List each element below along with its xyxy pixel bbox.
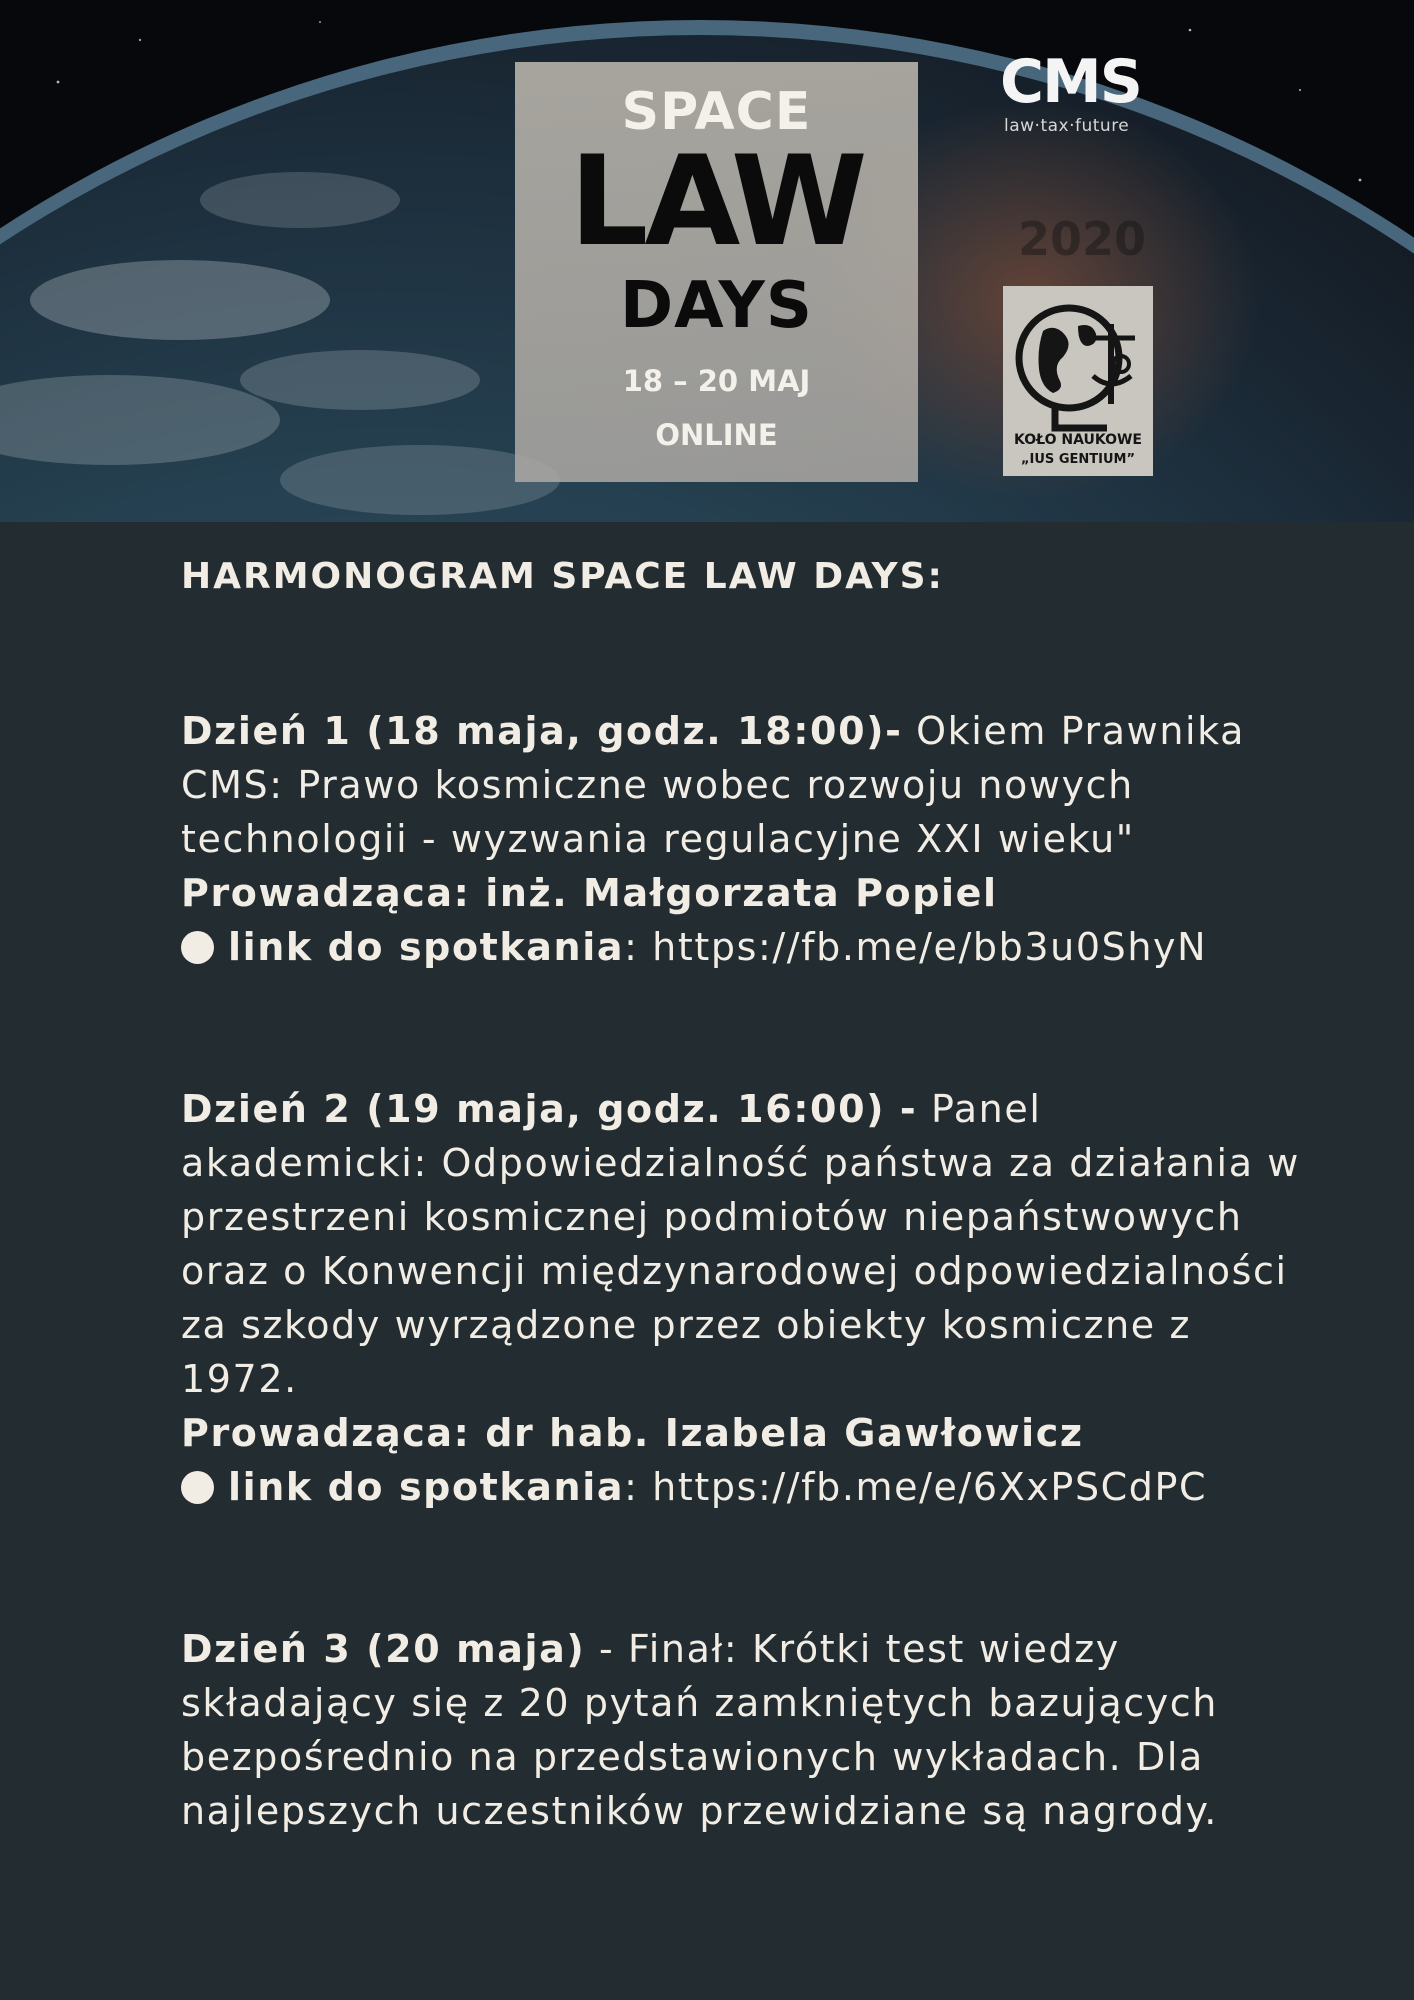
poster-law-word: LAW xyxy=(569,130,864,274)
day-2-description: Panel akademicki: Odpowiedzialność państwa za działania w przestrzeni kosmicznej podmiotów niepaństwowych oraz o Konwencji międzynarodowej odpowiedzialności za szkody wyrządzone przez obiekty kosmiczne z 1972. xyxy=(181,1087,1300,1401)
day-1-heading: Dzień 1 (18 maja, godz. 18:00)- xyxy=(181,709,903,753)
day-1-block xyxy=(181,704,1301,974)
schedule-section xyxy=(181,550,1301,1838)
club-logo-line1: KOŁO NAUKOWE xyxy=(1013,432,1142,448)
day-1-description: Okiem Prawnika CMS: Prawo kosmiczne wobec rozwoju nowych technologii - wyzwania regulacyjne XXI wieku" xyxy=(181,709,1245,861)
poster-space-word: SPACE xyxy=(621,82,812,142)
day-2-heading: Dzień 2 (19 maja, godz. 16:00) - xyxy=(181,1087,918,1131)
day-2-block xyxy=(181,1082,1301,1514)
poster-online: ONLINE xyxy=(655,418,778,452)
day-2-host: Prowadząca: dr hab. Izabela Gawłowicz xyxy=(181,1411,1084,1455)
event-year: 2020 xyxy=(1017,212,1147,266)
cms-logo-word: CMS xyxy=(1000,47,1141,117)
day-2-link-label: link do spotkania xyxy=(228,1465,625,1509)
cms-logo xyxy=(1000,47,1150,136)
event-poster xyxy=(515,62,918,482)
day-1-link-label: link do spotkania xyxy=(228,925,625,969)
day-2-link[interactable]: : https://fb.me/e/6XxPSCdPC xyxy=(624,1465,1208,1509)
day-1-link[interactable]: : https://fb.me/e/bb3u0ShyN xyxy=(624,925,1208,969)
day-3-block xyxy=(181,1622,1301,1838)
day-1-host: Prowadząca: inż. Małgorzata Popiel xyxy=(181,871,998,915)
event-banner xyxy=(0,0,1414,522)
club-logo-line2: „IUS GENTIUM” xyxy=(1021,452,1135,467)
ius-gentium-logo xyxy=(1003,286,1153,476)
day-3-heading: Dzień 3 (20 maja) xyxy=(181,1627,586,1671)
schedule-title: HARMONOGRAM SPACE LAW DAYS: xyxy=(181,556,944,597)
circle-bullet-icon xyxy=(181,931,214,964)
cms-logo-tagline: law·tax·future xyxy=(1004,116,1130,136)
day-3-description: - Finał: Krótki test wiedzy składający się z 20 pytań zamkniętych bazujących bezpośrednio na przedstawionych wykładach. Dla najlepszych uczestników przewidziane są nagrody. xyxy=(181,1627,1218,1833)
poster-days-word: DAYS xyxy=(620,269,813,343)
poster-date: 18 – 20 MAJ xyxy=(622,364,811,398)
circle-bullet-icon xyxy=(181,1471,214,1504)
